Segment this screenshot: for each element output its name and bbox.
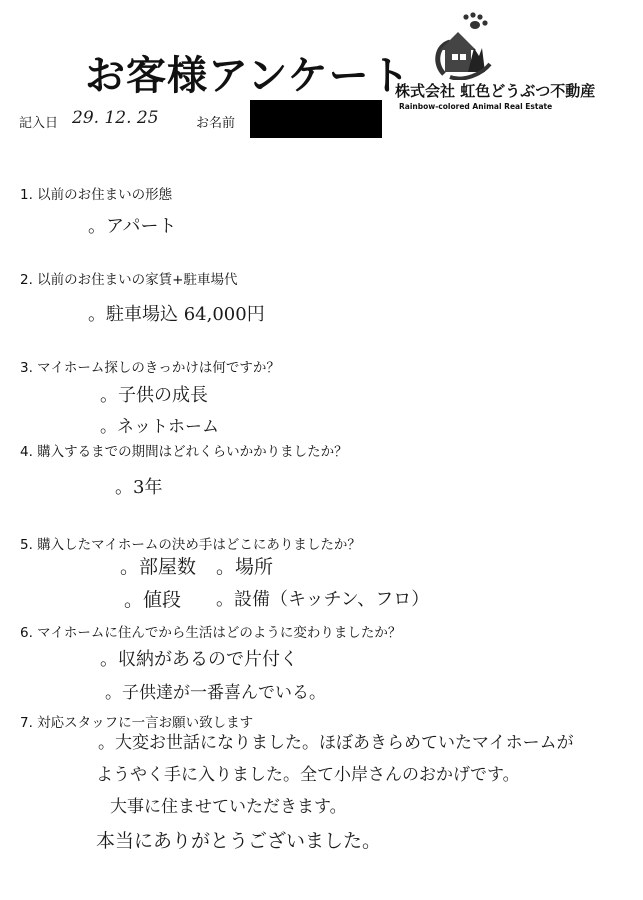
- question-6: 6. マイホームに住んでから生活はどのように変わりましたか？: [20, 625, 402, 641]
- answer-4-1: 。3年: [115, 477, 163, 498]
- answer-7-3: 大事に住ませていただきます。: [110, 797, 347, 817]
- question-1: 1. 以前のお住まいの形態: [20, 187, 173, 203]
- answer-5-4: 。設備（キッチン、フロ）: [216, 589, 430, 610]
- company-subtitle: Rainbow-colored Animal Real Estate: [399, 102, 553, 111]
- answer-5-3: 。値段: [124, 589, 182, 611]
- question-2: 2. 以前のお住まいの家賃+駐車場代: [20, 272, 238, 288]
- answer-3-1: 。子供の成長: [100, 385, 208, 406]
- answer-6-1: 。収納があるので片付く: [100, 649, 298, 670]
- name-label: お名前: [196, 116, 236, 131]
- redacted-name: [250, 100, 382, 138]
- answer-7-1: 。大変お世話になりました。ほぼあきらめていたマイホームが: [98, 733, 574, 753]
- date-label: 記入日: [19, 116, 59, 131]
- answer-7-4: 本当にありがとうございました。: [96, 830, 382, 852]
- question-7: 7. 対応スタッフに一言お願い致します: [20, 715, 254, 731]
- question-4: 4. 購入するまでの期間はどれくらいかかりましたか？: [20, 444, 348, 460]
- answer-7-2: ようやく手に入りました。全て小岸さんのおかげです。: [96, 765, 520, 785]
- answer-1-1: 。アパート: [88, 216, 177, 237]
- answer-2-1: 。駐車場込 64,000円: [88, 304, 265, 325]
- question-3: 3. マイホーム探しのきっかけは何ですか？: [20, 360, 280, 376]
- company-logo: [395, 12, 596, 122]
- answer-6-2: 。子供達が一番喜んでいる。: [105, 683, 326, 703]
- house-with-cat-and-paw-icon: [430, 12, 505, 80]
- question-5: 5. 購入したマイホームの決め手はどこにありましたか？: [20, 537, 361, 553]
- answer-3-2: 。ネットホーム: [100, 417, 219, 437]
- answer-5-1: 。部屋数: [120, 556, 197, 578]
- company-name: 株式会社 虹色どうぶつ不動産: [395, 82, 596, 100]
- answer-5-2: 。場所: [216, 556, 274, 578]
- survey-title: お客様アンケート: [85, 53, 411, 99]
- date-value: 29. 12. 25: [72, 108, 159, 128]
